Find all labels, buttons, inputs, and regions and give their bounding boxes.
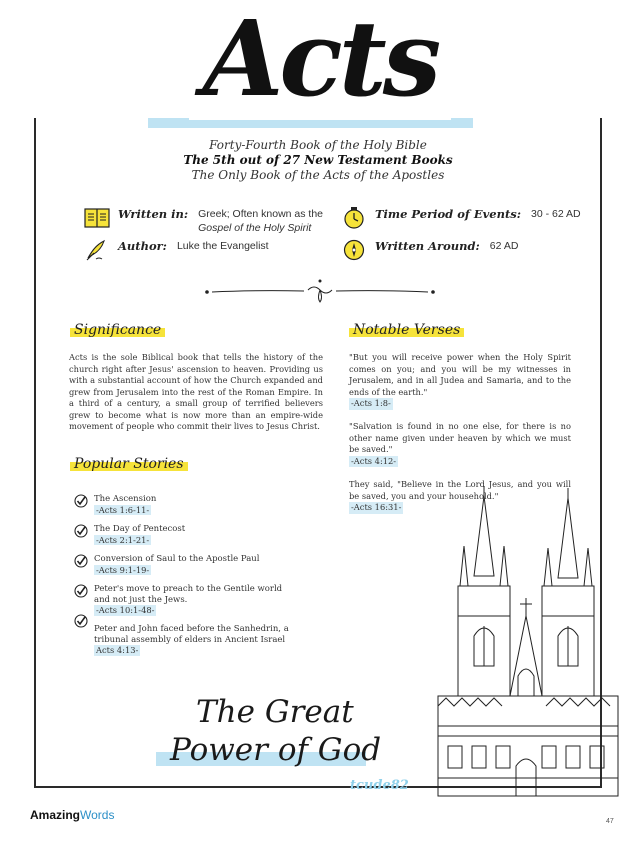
- great-power-line-1: The Great: [196, 694, 354, 730]
- time-period-value: 30 - 62 AD: [531, 208, 581, 220]
- subtitle-line-3: The Only Book of the Acts of the Apostles: [191, 168, 445, 182]
- notable-verses-heading: Notable Verses: [351, 322, 462, 338]
- book-icon: [84, 207, 110, 229]
- time-period-label: Time Period of Events:: [375, 207, 521, 221]
- clock-icon: [341, 207, 367, 229]
- checkmark-icon: [74, 524, 88, 538]
- subtitle-line-1: Forty-Fourth Book of the Holy Bible: [209, 138, 427, 152]
- author-label: Author:: [118, 239, 167, 253]
- brand-logo-part-1: Amazing: [30, 808, 81, 822]
- written-in-value-line-2: Gospel of the Holy Spirit: [198, 222, 312, 234]
- story-item: [74, 524, 294, 546]
- written-around-label: Written Around:: [375, 239, 480, 253]
- great-power-line-2: Power of God: [170, 732, 382, 768]
- story-title: Conversion of Saul to the Apostle Paul: [94, 554, 260, 564]
- quill-icon: [84, 239, 110, 261]
- checkmark-icon: [74, 494, 88, 508]
- time-period-row: [341, 207, 581, 229]
- significance-text: Acts is the sole Biblical book that tells the history of the church right after Jesus' ascension to heaven. Providing us with a substantial account of how the Church expanded and grew from Jerusalem into the rest of the Roman Empire. In a third of a century, a small group of terrified believers grew to become what is now more than an empire-wide movement of people who commit their lives to Jesus Christ.: [69, 352, 323, 431]
- popular-stories-heading: Popular Stories: [72, 456, 186, 472]
- verse-2-ref: -Acts 4:12-: [351, 455, 397, 466]
- story-title: The Ascension: [94, 494, 157, 504]
- written-around-row: [341, 239, 518, 261]
- story-ref: -Acts 1:6-11-: [96, 504, 150, 515]
- verse-1: [349, 352, 571, 410]
- story-item: [74, 554, 294, 576]
- written-in-value: [198, 207, 323, 235]
- verse-1-text: "But you will receive power when the Holy Spirit comes on you; and you will be my witnesses in Jerusalem, and in all Judea and Samaria, and to the ends of the earth.": [349, 352, 571, 397]
- story-item: [74, 614, 294, 657]
- verse-3-text: They said, "Believe in the Lord Jesus, and you will be saved, you and your household.": [349, 479, 571, 501]
- brand-logo: [30, 808, 114, 822]
- checkmark-icon: [74, 554, 88, 568]
- compass-icon: [341, 239, 367, 261]
- story-ref: -Acts 10:1-48-: [96, 605, 155, 615]
- written-in-label: Written in:: [118, 207, 189, 221]
- story-title: Peter's move to preach to the Gentile world and not just the Jews.: [94, 584, 283, 605]
- story-title: The Day of Pentecost: [94, 524, 186, 534]
- page-number: 47: [606, 818, 614, 825]
- cathedral-illustration: [428, 486, 628, 806]
- brand-logo-part-2: Words: [80, 808, 115, 822]
- story-item: [74, 494, 294, 516]
- verse-3-ref: -Acts 16:31-: [351, 502, 402, 512]
- story-item: [74, 584, 294, 617]
- verse-2: [349, 421, 571, 467]
- artist-signature: tcude82: [350, 778, 409, 793]
- written-in-value-line-1: Greek; Often known as the: [198, 208, 324, 220]
- significance-heading: Significance: [72, 322, 163, 338]
- author-row: [84, 239, 269, 261]
- verse-1-ref: -Acts 1:8-: [351, 398, 391, 408]
- written-around-value: 62 AD: [489, 240, 519, 252]
- written-in-row: [84, 207, 323, 235]
- checkmark-icon: [74, 584, 88, 598]
- verse-2-text: "Salvation is found in no one else, for there is no other name given under heaven by which we must be saved.": [349, 421, 571, 454]
- subtitle-line-2: The 5th out of 27 New Testament Books: [183, 153, 453, 167]
- title-block: [0, 0, 640, 130]
- page-title: Acts: [0, 0, 640, 118]
- story-ref: Acts 4:13-: [96, 645, 139, 655]
- story-ref: -Acts 9:1-19-: [96, 564, 150, 575]
- checkmark-icon: [74, 614, 88, 628]
- story-ref: -Acts 2:1-21-: [96, 534, 150, 545]
- story-title: Peter and John faced before the Sanhedrin, a tribunal assembly of elders in Ancient Israel: [94, 624, 289, 645]
- author-value: Luke the Evangelist: [176, 240, 269, 252]
- ornament-divider: [204, 278, 436, 306]
